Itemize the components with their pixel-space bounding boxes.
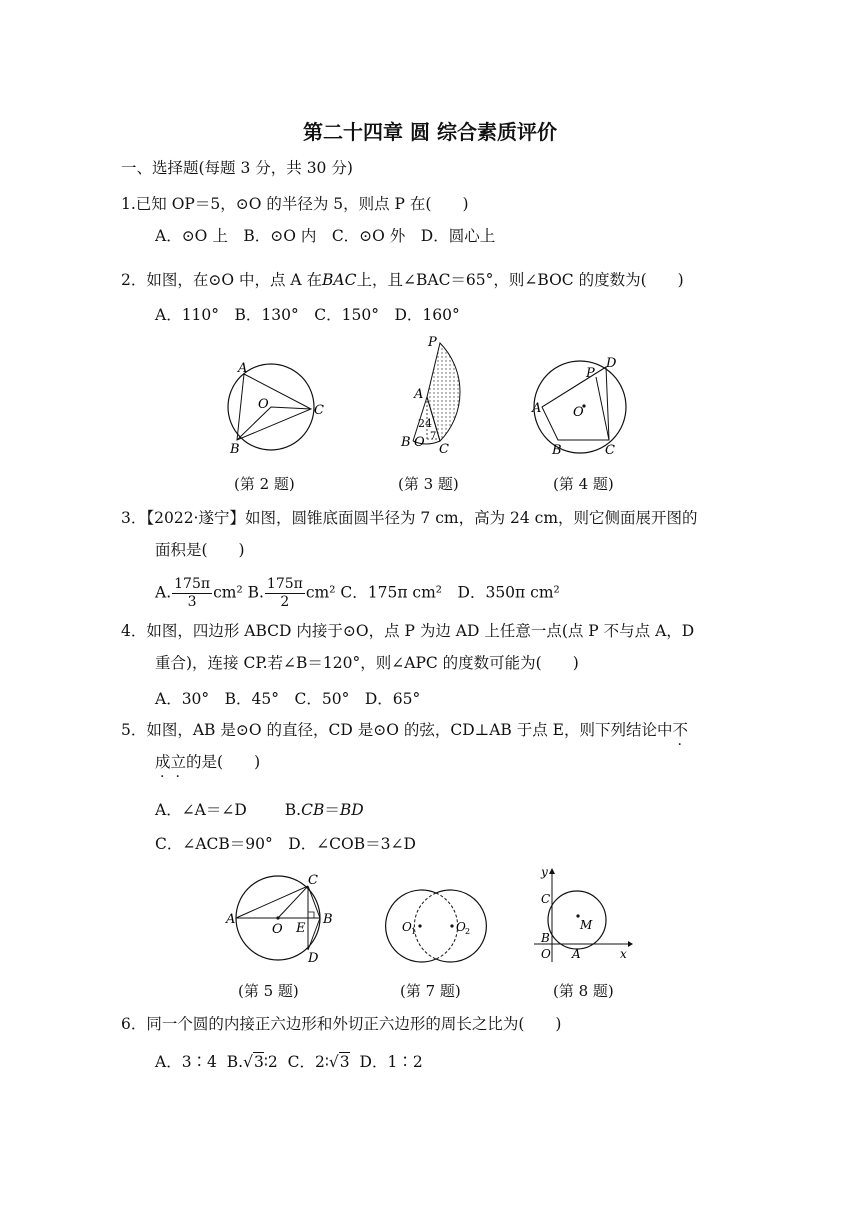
q6-opt-a: A．3∶4 [155,1053,217,1071]
fig7-label-o2: O [456,920,466,934]
q5-opt-b-prefix: B. [284,801,302,819]
section-heading: 一、选择题(每题 3 分，共 30 分) [121,159,353,177]
q3-stem-cont: 面积是( ) [155,541,245,559]
q5-emphasis-bu: 不 [672,721,688,739]
fig2-label-o: O [258,397,269,412]
fig7-label-sub1: 1 [411,927,417,936]
q5-arc-bd: BD [339,801,364,819]
q5-arc-cb: CB [301,801,325,819]
q3-opt-a-unit: cm² [213,583,243,602]
fig5-label-e: E [296,921,306,936]
q4-stem: 4．如图，四边形 ABCD 内接于⊙O，点 P 为边 AD 上任意一点(点 P 不与点 A，D [121,622,695,640]
q2-options: A．110° B．130° C．150° D．160° [155,306,460,324]
q5-stem-cont [155,752,260,772]
q5-opt-b-eq: ＝ [324,801,340,819]
q3-options: A. $\frac{175\pi}{3}$ cm² B. $\frac{175\pi}{2}$ cm² C．175π cm² D．350π cm² [155,576,560,610]
fig7-label-sub2: 2 [465,927,471,936]
q6-options: A．3∶4 B.√3∶2 C．2∶√3 D．1∶2 [155,1053,423,1071]
q6-opt-b-sqrt: 3 [254,1053,264,1071]
page-title: 第二十四章 圆 综合素质评价 [303,120,557,144]
q5-emphasis-cheng: 成 [155,753,171,771]
figure-q4 [530,355,630,460]
q1-options: A．⊙O 上 B．⊙O 内 C．⊙O 外 D．圆心上 [155,227,496,245]
q5-options-cd: C．∠ACB＝90° D．∠COB＝3∠D [155,835,416,853]
q5-options-ab [155,800,364,820]
q4-options: A．30° B．45° C．50° D．65° [155,690,421,708]
q1-stem: 1.已知 OP＝5，⊙O 的半径为 5，则点 P 在( ) [121,195,469,213]
q6-opt-b-post: ∶2 [263,1053,278,1071]
fig5-label-a: A [226,912,236,927]
caption-q8: (第 8 题) [553,982,614,1000]
figure-q7 [380,886,495,966]
fig5-label-o: O [272,922,283,937]
fig2-label-c: C [314,403,324,418]
figure-q5 [224,870,339,970]
fig3-label-h: 24 [418,417,432,430]
q3-opt-cd: C．175π cm² D．350π cm² [340,583,560,602]
q2-stem-b: 上，且∠BAC＝65°，则∠BOC 的度数为( ) [356,271,684,289]
q5-stem-text: 5．如图，AB 是⊙O 的直径，CD 是⊙O 的弦，CD⊥AB 于点 E，则下列结论中 [121,721,673,739]
caption-q7: (第 7 题) [400,982,461,1000]
fig3-label-c: C [439,442,449,457]
fig8-label-a: A [572,947,581,961]
q6-stem: 6．同一个圆的内接正六边形和外切正六边形的周长之比为( ) [121,1015,562,1033]
q4-stem-cont: 重合)，连接 CP.若∠B＝120°，则∠APC 的度数可能为( ) [155,654,579,672]
caption-q4: (第 4 题) [553,475,614,493]
figure-q2 [220,352,330,464]
fig4-label-o: O [573,405,584,420]
fig7-label-o1: O [402,920,412,934]
fig3-label-b: B [401,435,411,450]
q2-stem-a: 2．如图，在⊙O 中，点 A 在 [121,271,323,289]
q3-opt-a-fraction [172,576,212,611]
fig2-label-b: B [230,442,240,457]
q3-stem: 3．【2022·遂宁】如图，圆锥底面圆半径为 7 cm，高为 24 cm，则它侧面展开图的 [121,509,698,527]
caption-q5: (第 5 题) [238,982,299,1000]
fig2-label-a: A [238,361,248,376]
q2-arc: BAC [322,271,357,289]
figure-q8 [530,866,635,966]
q3-opt-b-fraction [265,576,305,611]
q6-opt-d: D．1∶2 [359,1053,423,1071]
q3-opt-a-num: 175π [174,576,211,592]
fig8-label-y: y [541,866,548,879]
q3-opt-b-den: 2 [280,594,290,610]
q5-stem [121,720,688,740]
q3-opt-b-unit: cm² [305,583,336,602]
q3-opt-a-den: 3 [187,594,197,610]
caption-q2: (第 2 题) [234,475,295,493]
figure-q3 [392,335,487,460]
fig5-label-d: D [308,951,319,966]
q6-opt-c-sqrt: 3 [339,1053,350,1071]
fig8-label-c: C [541,892,551,906]
q6-opt-c-prefix: C．2∶ [287,1053,329,1071]
q6-opt-b-prefix: B. [226,1053,244,1071]
q3-opt-b-num: 175π [266,576,303,592]
fig5-label-b: B [323,912,333,927]
fig8-label-o: O [541,947,551,961]
caption-q3: (第 3 题) [398,475,459,493]
fig4-label-c: C [605,443,615,458]
fig4-label-b: B [552,443,562,458]
q5-emphasis-li: 立 [170,753,187,771]
fig3-label-r: 7 [430,431,437,442]
fig3-label-o: O [414,435,425,450]
fig5-label-c: C [308,873,318,888]
fig8-label-m: M [580,918,593,932]
fig3-label-p: P [428,335,437,350]
fig8-label-b: B [541,931,550,945]
q5-opt-a: A．∠A＝∠D [155,801,247,819]
q5-stem-cont-text: 的是( ) [186,753,261,771]
fig8-label-x: x [620,947,627,961]
fig4-label-d: D [606,356,617,371]
fig3-label-a: A [414,387,424,402]
fig4-label-p: P [586,366,595,381]
fig4-label-a: A [532,401,542,416]
q2-stem [121,270,684,290]
